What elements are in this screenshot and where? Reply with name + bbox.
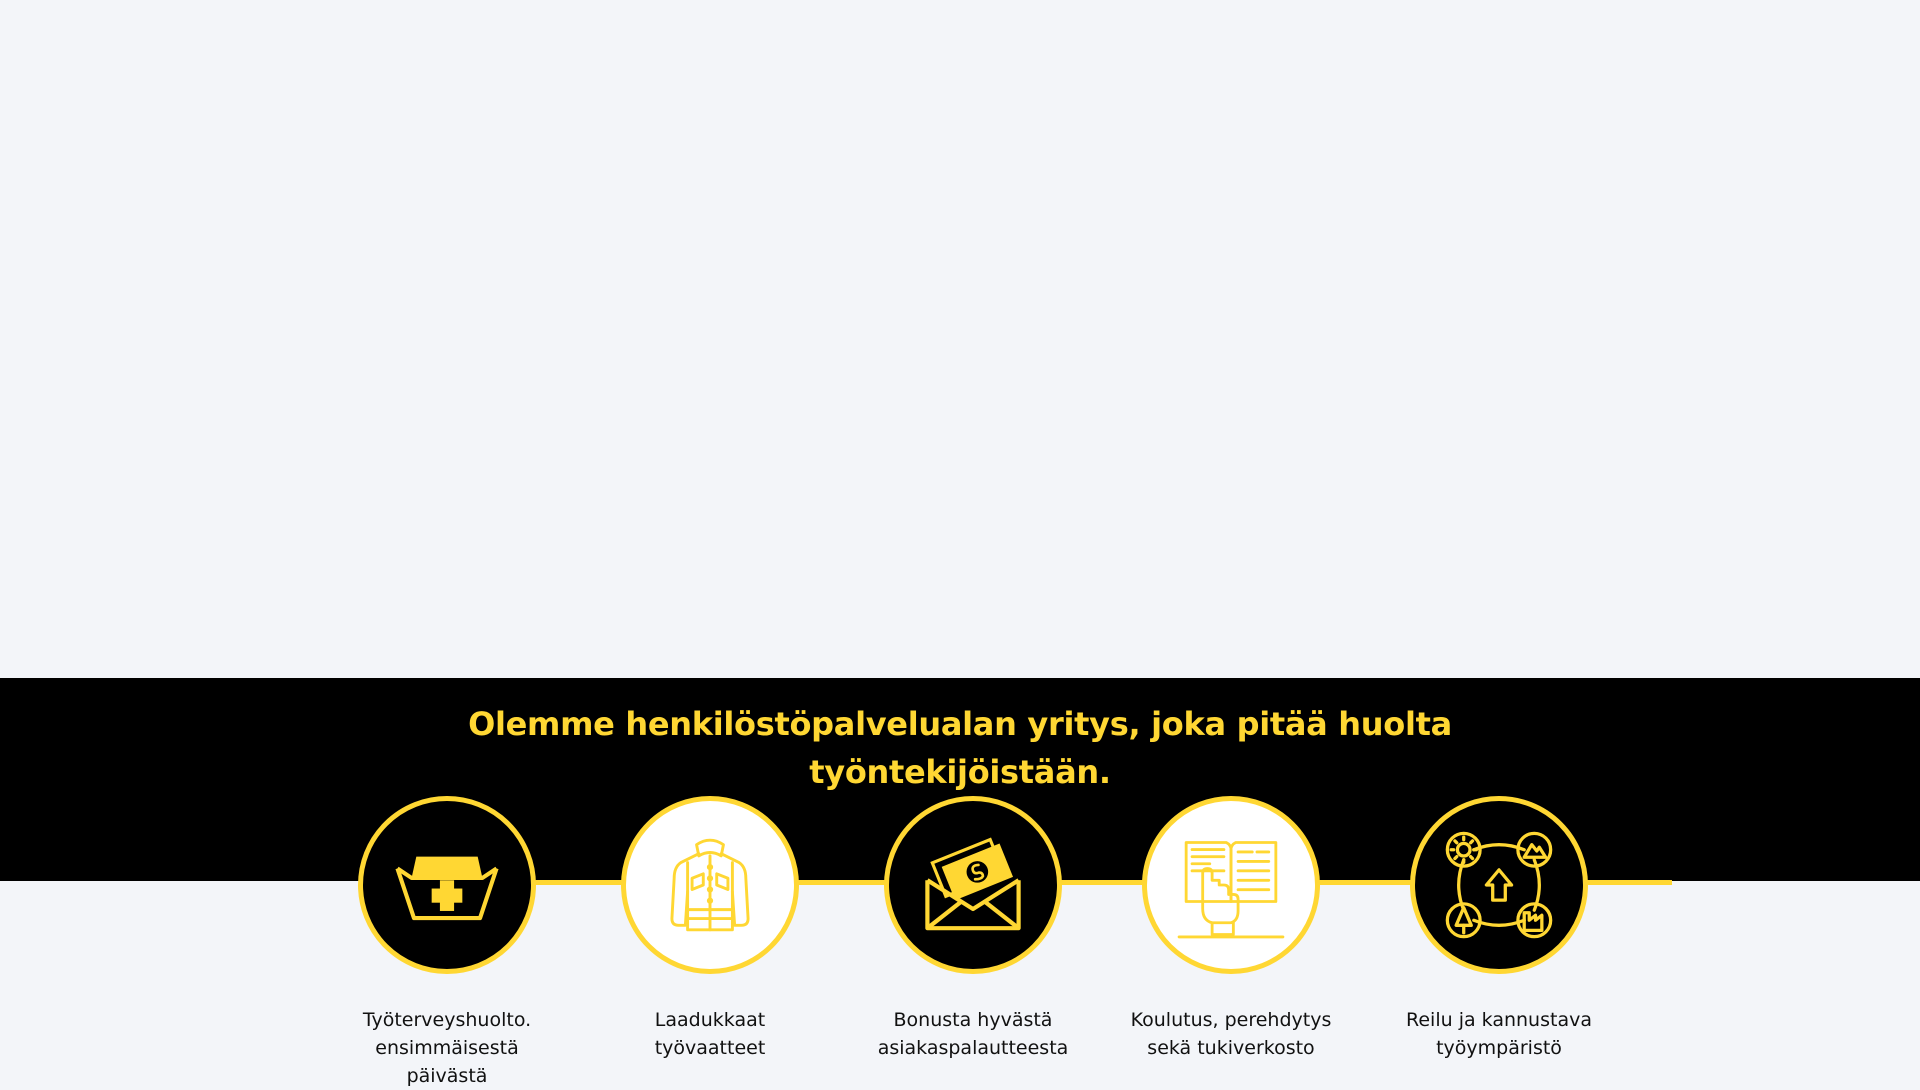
caption-line: työympäristö xyxy=(1436,1037,1562,1059)
money-envelope-icon xyxy=(913,825,1033,945)
benefit-training xyxy=(1101,796,1361,1062)
benefit-work-clothes xyxy=(580,796,840,1062)
first-aid-kit-icon xyxy=(388,826,506,944)
caption-line: Bonusta hyvästä xyxy=(893,1009,1053,1031)
caption-line: Työterveyshuolto. xyxy=(362,1009,532,1031)
benefit-icon-circle xyxy=(1410,796,1588,974)
caption-line: työvaatteet xyxy=(654,1037,766,1059)
benefit-caption xyxy=(590,1006,830,1062)
caption-line: asiakaspalautteesta xyxy=(877,1037,1069,1059)
benefit-icon-circle xyxy=(1142,796,1320,974)
benefit-icon-circle xyxy=(884,796,1062,974)
page-headline xyxy=(460,700,1460,796)
benefit-icon-circle xyxy=(621,796,799,974)
benefit-caption xyxy=(853,1006,1093,1062)
benefit-work-environment xyxy=(1369,796,1629,1062)
caption-line: Koulutus, perehdytys xyxy=(1130,1009,1332,1031)
book-hand-icon xyxy=(1172,826,1290,944)
caption-line: sekä tukiverkosto xyxy=(1147,1037,1315,1059)
caption-line: Reilu ja kannustava xyxy=(1406,1009,1592,1031)
benefit-bonus xyxy=(843,796,1103,1062)
work-jacket-icon xyxy=(654,829,766,941)
headline-line-2: työntekijöistään. xyxy=(809,753,1111,791)
benefit-caption xyxy=(1379,1006,1619,1062)
caption-line: Laadukkaat xyxy=(654,1009,766,1031)
benefit-occupational-health xyxy=(317,796,577,1090)
caption-line: ensimmäisestä xyxy=(375,1037,519,1059)
benefit-caption xyxy=(1111,1006,1351,1062)
benefit-caption xyxy=(327,1006,567,1090)
headline-line-1: Olemme henkilöstöpalvelualan yritys, joka pitää huolta xyxy=(468,705,1452,743)
caption-line: päivästä xyxy=(406,1065,488,1087)
environment-icon xyxy=(1436,822,1562,948)
benefit-icon-circle xyxy=(358,796,536,974)
